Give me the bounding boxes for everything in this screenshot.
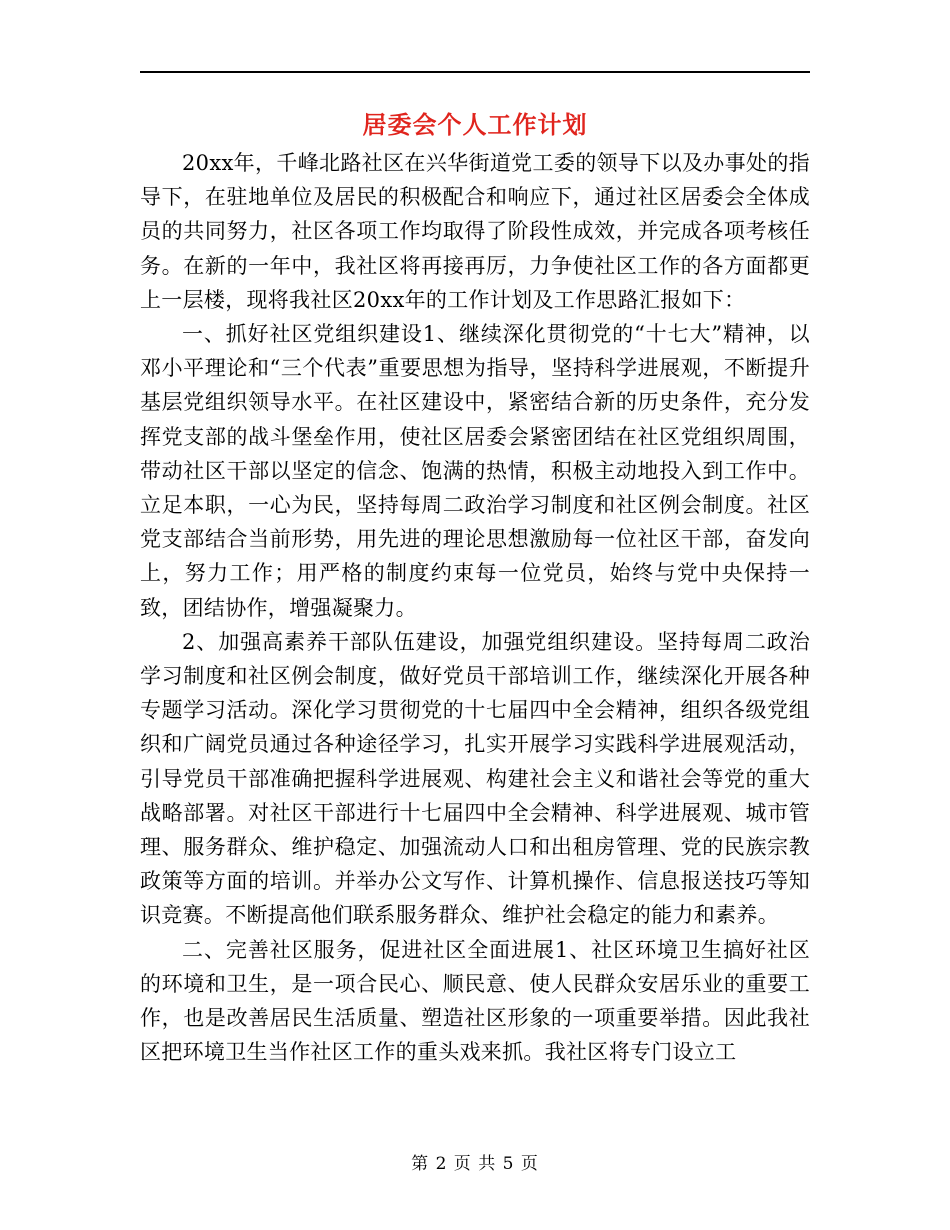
paragraph-intro: 20xx年，千峰北路社区在兴华街道党工委的领导下以及办事处的指导下，在驻地单位及居民的积极配合和响应下，通过社区居委会全体成员的共同努力，社区各项工作均取得了阶段性成效，并完成各项考核任务。在新的一年中，我社区将再接再厉，力争使社区工作的各方面都更上一层楼，现将我社区20xx年的工作计划及工作思路汇报如下： <box>140 151 810 312</box>
paragraph-cadre-team: 2、加强高素养干部队伍建设，加强党组织建设。坚持每周二政治学习制度和社区例会制度，做好党员干部培训工作，继续深化开展各种专题学习活动。深化学习贯彻党的十七届四中全会精神，组织各级党组织和广阔党员通过各种途径学习，扎实开展学习实践科学进展观活动，引导党员干部准确把握科学进展观、构建社会主义和谐社会等党的重大战略部署。对社区干部进行十七届四中全会精神、科学进展观、城市管理、服务群众、维护稳定、加强流动人口和出租房管理、党的民族宗教政策等方面的培训。并举办公文写作、计算机操作、信息报送技巧等知识竞赛。不断提高他们联系服务群众、维护社会稳定的能力和素养。 <box>140 629 810 928</box>
paragraph-party-building: 一、抓好社区党组织建设1、继续深化贯彻党的“十七大”精神，以邓小平理论和“三个代表”重要思想为指导，坚持科学进展观，不断提升基层党组织领导水平。在社区建设中，紧密结合新的历史条件，充分发挥党支部的战斗堡垒作用，使社区居委会紧密团结在社区党组织周围，带动社区干部以坚定的信念、饱满的热情，积极主动地投入到工作中。立足本职，一心为民，坚持每周二政治学习制度和社区例会制度。社区党支部结合当前形势，用先进的理论思想激励每一位社区干部，奋发向上，努力工作；用严格的制度约束每一位党员，始终与党中央保持一致，团结协作，增强凝聚力。 <box>140 322 810 620</box>
document-body <box>140 146 810 1069</box>
paragraph-community-service: 二、完善社区服务，促进社区全面进展1、社区环境卫生搞好社区的环境和卫生，是一项合民心、顺民意、使人民群众安居乐业的重要工作，也是改善居民生活质量、塑造社区形象的一项重要举措。因此我社区把环境卫生当作社区工作的重头戏来抓。我社区将专门设立工 <box>140 937 810 1065</box>
page-number: 第 2 页 共 5 页 <box>411 1154 539 1174</box>
header-rule <box>140 71 810 73</box>
document-title: 居委会个人工作计划 <box>362 110 588 139</box>
